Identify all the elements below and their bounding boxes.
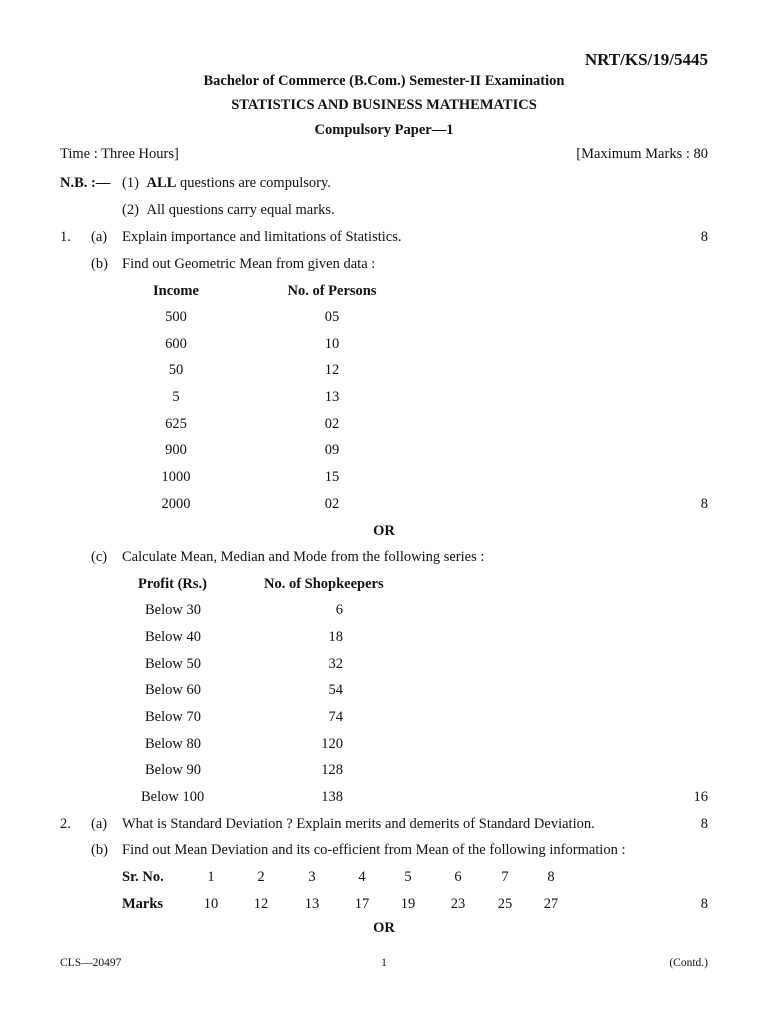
- nb-note-2: [122, 202, 335, 219]
- question-2b-marks: 8: [700, 896, 708, 912]
- table-cell: 32: [328, 656, 343, 672]
- table-cell: 1000: [161, 469, 191, 485]
- question-2b-label: (b): [91, 842, 108, 858]
- subject-title: STATISTICS AND BUSINESS MATHEMATICS: [231, 97, 537, 113]
- table-cell: 02: [324, 416, 340, 432]
- table-cell: 5: [172, 389, 180, 405]
- question-1-number: 1.: [60, 229, 71, 245]
- table-cell: 3: [308, 869, 316, 885]
- table-cell: Below 70: [145, 709, 201, 725]
- nb-note-2-number: (2): [122, 202, 139, 218]
- table-cell: 54: [328, 682, 343, 698]
- table-cell: 12: [253, 896, 269, 912]
- footer-code: CLS—20497: [60, 957, 122, 969]
- nb-note-1: [122, 175, 331, 192]
- nb-note-1-number: (1): [122, 175, 139, 191]
- question-1c-marks: 16: [693, 789, 708, 805]
- table-cell: Below 40: [145, 629, 201, 645]
- table-cell: 1: [207, 869, 215, 885]
- table-2b-row-label-marks: Marks: [122, 896, 164, 912]
- table-cell: 05: [324, 309, 340, 325]
- table-cell: Below 100: [141, 789, 205, 805]
- question-2a-label: (a): [91, 816, 108, 832]
- table-cell: 15: [324, 469, 340, 485]
- table-cell: 5: [404, 869, 412, 885]
- table-cell: 10: [203, 896, 219, 912]
- table-cell: Below 50: [145, 656, 201, 672]
- page-number: 1: [381, 957, 387, 969]
- question-1c-text: Calculate Mean, Median and Mode from the following series :: [122, 549, 485, 565]
- question-1a-marks: 8: [700, 229, 708, 245]
- table-cell: 23: [450, 896, 466, 912]
- question-1b-text: Find out Geometric Mean from given data :: [122, 256, 376, 272]
- question-1a-label: (a): [91, 229, 108, 245]
- table-cell: 10: [324, 336, 340, 352]
- table-cell: 6: [335, 602, 343, 618]
- nb-note-2-text: All questions carry equal marks.: [146, 202, 335, 218]
- max-marks-label: [Maximum Marks : 80: [576, 146, 708, 162]
- paper-title: Compulsory Paper—1: [314, 122, 454, 138]
- table-cell: 13: [324, 389, 340, 405]
- table-cell: 8: [547, 869, 555, 885]
- table-cell: 2000: [161, 496, 191, 512]
- table-cell: 138: [321, 789, 343, 805]
- question-2-number: 2.: [60, 816, 71, 832]
- table-cell: 4: [358, 869, 366, 885]
- table-cell: 120: [321, 736, 343, 752]
- table-cell: 12: [324, 362, 340, 378]
- nb-note-1-text: questions are compulsory.: [180, 175, 331, 191]
- table-cell: 600: [165, 336, 187, 352]
- or-divider-1: OR: [373, 523, 395, 539]
- table-cell: Below 90: [145, 762, 201, 778]
- question-2a-marks: 8: [700, 816, 708, 832]
- table-cell: 500: [165, 309, 187, 325]
- table-cell: 27: [543, 896, 559, 912]
- table-cell: 02: [324, 496, 340, 512]
- table-cell: 128: [321, 762, 343, 778]
- table-cell: 6: [454, 869, 462, 885]
- table-cell: Below 80: [145, 736, 201, 752]
- table-cell: 18: [328, 629, 343, 645]
- table-2b-row-label-srno: Sr. No.: [122, 869, 164, 885]
- table-1b-header-income: Income: [153, 283, 199, 299]
- table-cell: 74: [328, 709, 343, 725]
- table-cell: 7: [501, 869, 509, 885]
- table-1c-header-profit: Profit (Rs.): [138, 576, 207, 592]
- exam-title: Bachelor of Commerce (B.Com.) Semester-II Examination: [203, 73, 565, 89]
- question-1c-label: (c): [91, 549, 108, 565]
- or-divider-2: OR: [373, 920, 395, 936]
- table-cell: 17: [354, 896, 370, 912]
- time-label: Time : Three Hours]: [60, 146, 179, 162]
- table-cell: 2: [257, 869, 265, 885]
- table-cell: 900: [165, 442, 187, 458]
- question-1b-label: (b): [91, 256, 108, 272]
- table-cell: 13: [304, 896, 320, 912]
- nb-label: N.B. :—: [60, 175, 111, 191]
- table-cell: 50: [168, 362, 184, 378]
- table-cell: 625: [165, 416, 187, 432]
- question-1b-marks: 8: [700, 496, 708, 512]
- question-2a-text: What is Standard Deviation ? Explain merits and demerits of Standard Deviation.: [122, 816, 595, 832]
- table-cell: Below 60: [145, 682, 201, 698]
- table-cell: 19: [400, 896, 416, 912]
- table-cell: 09: [324, 442, 340, 458]
- table-cell: Below 30: [145, 602, 201, 618]
- footer-contd: (Contd.): [669, 957, 708, 969]
- table-cell: 25: [497, 896, 513, 912]
- table-1c-header-shopkeepers: No. of Shopkeepers: [264, 576, 384, 592]
- paper-code: NRT/KS/19/5445: [584, 50, 708, 69]
- question-1a-text: Explain importance and limitations of Statistics.: [122, 229, 402, 245]
- table-1b-header-persons: No. of Persons: [287, 283, 377, 299]
- question-2b-text: Find out Mean Deviation and its co-efficient from Mean of the following information :: [122, 842, 626, 858]
- nb-note-1-emphasis: ALL: [146, 175, 177, 191]
